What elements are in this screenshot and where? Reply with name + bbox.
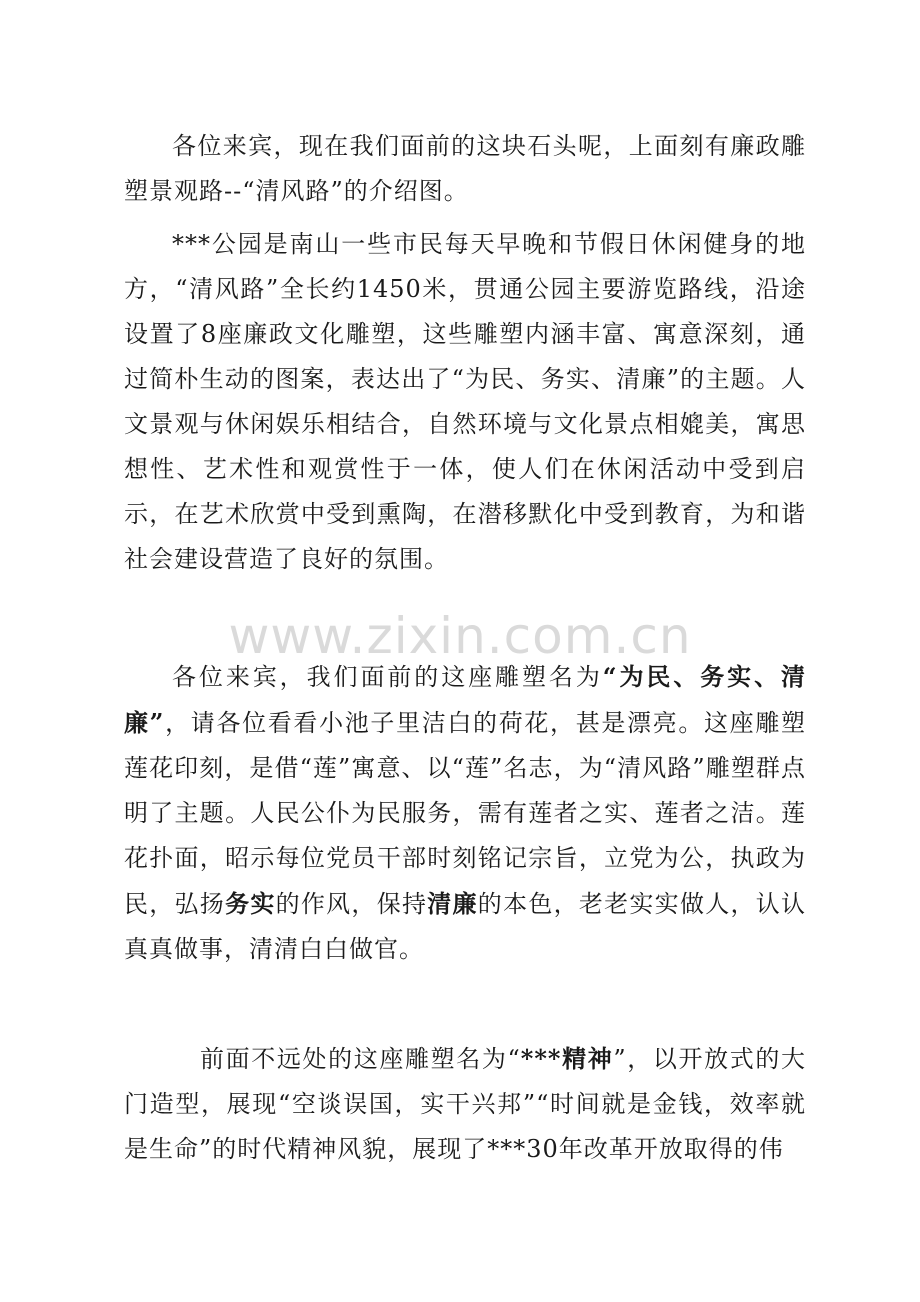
paragraph-park-description: ***公园是南山一些市民每天早晚和节假日休闲健身的地方，“清风路”全长约1450米，贯通公园主要游览路线，沿途设置了8座廉政文化雕塑，这些雕塑内涵丰富、寓意深刻，通过简朴生动的图案，表达出了“为民、务实、清廉”的主题。人文景观与休闲娱乐相结合，自然环境与文化景点相媲美，寓思想性、艺术性和观赏性于一体，使人们在休闲活动中受到启示，在艺术欣赏中受到熏陶，在潜移默化中受到教育，为和谐社会建设营造了良好的氛围。 bbox=[124, 230, 806, 573]
text-run: 各位来宾，我们面前的这座雕塑名为 bbox=[172, 663, 603, 691]
watermark-text: www.zixin.com.cn bbox=[228, 607, 692, 665]
keyword-bold: 清廉 bbox=[427, 889, 478, 918]
text-run: 前面不远处的这座雕塑名为“ bbox=[200, 1045, 521, 1073]
text-run: ，请各位看看小池子里洁白的荷花，甚是漂亮。这座雕塑莲花印刻，是借“莲”寓意、以“莲”名志，为“清风路”雕塑群点明了主题。人民公仆为民服务，需有莲者之实、莲者之洁。莲花扑面，昭示每位党员干部时刻铭记宗旨，立党为公，执政为民，弘扬 bbox=[124, 709, 806, 918]
paragraph-intro: 各位来宾，现在我们面前的这块石头呢，上面刻有廉政雕塑景观路--“清风路”的介绍图。 bbox=[124, 132, 806, 205]
sculpture-name-bold: “为民、务实、清廉” bbox=[124, 662, 807, 737]
paragraph-lotus-sculpture bbox=[124, 654, 806, 972]
sculpture-name-bold: ***精神 bbox=[520, 1044, 614, 1073]
text-run: 的本色，老老实实做人，认认真真做事，清清白白做官。 bbox=[124, 890, 807, 963]
text-run: 的作风，保持 bbox=[275, 890, 428, 918]
paragraph-spirit-sculpture bbox=[124, 1036, 806, 1172]
keyword-bold: 务实 bbox=[225, 889, 276, 918]
text-run: ”，以开放式的大门造型，展现“空谈误国，实干兴邦”“时间就是金钱，效率就是生命”的时代精神风貌，展现了***30年改革开放取得的伟 bbox=[124, 1045, 806, 1163]
